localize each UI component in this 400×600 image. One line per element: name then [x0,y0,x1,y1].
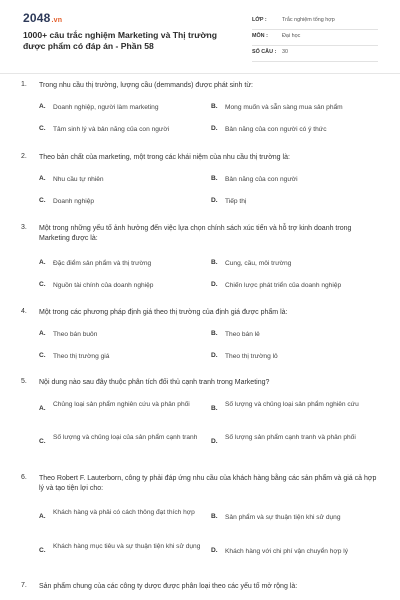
option-text: Sản phẩm và sự thuận tiện khi sử dụng [225,514,341,521]
option-label: D. [211,438,218,445]
option-label: C. [39,352,46,359]
option-text: Khách hàng mục tiêu và sự thuận tiện khi sử dụng [53,543,201,550]
question-text: Theo Robert F. Lauterborn, công ty phải đáp ứng nhu cầu của khách hàng bằng các sản phẩm và giá cả hợp lý và tạo tiện lợi cho: [39,475,377,492]
option-label: A. [39,513,46,520]
option-label: B. [211,330,218,337]
page-header [0,0,400,70]
option-text: Doanh nghiệp [53,198,95,205]
logo-main-text: 2048 [23,11,51,25]
option-label: A. [39,175,46,182]
option-text: Chiến lược phát triển của doanh nghiệp [225,282,342,289]
option-label: C. [39,197,46,204]
option-text: Nhu cầu tự nhiên [53,176,104,183]
option-text: Theo bán buôn [53,331,98,338]
option-label: B. [211,175,218,182]
option-label: A. [39,405,46,412]
question-number: 6. [21,474,27,481]
question-number: 4. [21,308,27,315]
option-label: A. [39,259,46,266]
option-text: Nguồn tài chính của doanh nghiệp [53,282,154,289]
option-label: B. [211,405,218,412]
question-text: Một trong những yếu tố ảnh hưởng đến việc lựa chọn chính sách xúc tiến và hỗ trợ kinh doanh trong Marketing được là: [39,225,352,242]
option-text: Khách hàng và phải có cách thông đạt thích hợp [53,509,195,516]
question-text: Theo bản chất của marketing, một trong các khái niệm của nhu cầu thị trường là: [39,154,290,161]
option-label: B. [211,259,218,266]
meta-subject-label: MÔN : [252,33,268,39]
question-text: Một trong các phương pháp định giá theo thị trường của định giá được phẩm là: [39,309,288,316]
page-title: 1000+ câu trắc nghiệm Marketing và Thị trường được phẩm có đáp án - Phần 58 [23,30,218,51]
meta-class-value: Trắc nghiệm tổng hợp [282,17,335,23]
meta-subject-value: Đại học [282,33,301,39]
question-number: 2. [21,153,27,160]
option-text: Cung, cầu, môi trường [225,260,292,267]
option-label: D. [211,125,218,132]
option-text: Chủng loại sản phẩm nghiên cứu và phân phối [53,401,190,408]
meta-subject-row [252,30,378,46]
option-text: Số lượng sản phẩm cạnh tranh và phân phối [225,434,356,441]
option-label: D. [211,281,218,288]
option-text: Tâm sinh lý và bản năng của con người [53,126,170,133]
option-label: C. [39,547,46,554]
option-text: Theo bán lẻ [225,331,260,338]
option-text: Bản năng của con người [225,176,298,183]
site-logo[interactable] [23,11,62,25]
meta-class-label: LỚP : [252,17,267,23]
option-label: D. [211,352,218,359]
option-label: A. [39,103,46,110]
meta-count-label: SỐ CÂU : [252,49,277,55]
option-label: B. [211,513,218,520]
option-text: Mong muốn và sẵn sàng mua sản phẩm [225,104,343,111]
question-text: Nội dung nào sau đây thuộc phân tích đối thủ cạnh tranh trong Marketing? [39,379,270,386]
question-number: 7. [21,582,27,589]
question-number: 5. [21,378,27,385]
option-text: Tiếp thị [225,198,247,205]
option-text: Bản năng của con người có ý thức [225,126,327,133]
option-label: C. [39,281,46,288]
option-label: D. [211,547,218,554]
option-label: B. [211,103,218,110]
meta-class-row [252,14,378,30]
option-text: Theo thị trường giá [53,353,110,360]
option-text: Số lượng và chủng loại của sản phẩm cạnh tranh [53,434,198,441]
header-divider [0,73,400,74]
option-text: Số lượng và chủng loại sản phẩm nghiên cứu [225,401,359,408]
option-label: A. [39,330,46,337]
option-text: Theo thị trường lô [225,353,278,360]
question-text: Sản phẩm chung của các công ty dược được phân loại theo các yếu tố mở rộng là: [39,583,298,590]
meta-count-row [252,46,378,62]
question-text: Trong nhu cầu thị trường, lượng cầu (demmands) được phát sinh từ: [39,82,253,89]
option-text: Doanh nghiệp, người làm marketing [53,104,159,111]
option-text: Đặc điểm sản phẩm và thị trường [53,260,152,267]
question-number: 1. [21,81,27,88]
option-text: Khách hàng với chi phí vận chuyển hợp lý [225,548,349,555]
question-number: 3. [21,224,27,231]
logo-suffix-text: .vn [51,17,63,24]
option-label: D. [211,197,218,204]
meta-count-value: 30 [282,49,288,55]
option-label: C. [39,438,46,445]
option-label: C. [39,125,46,132]
